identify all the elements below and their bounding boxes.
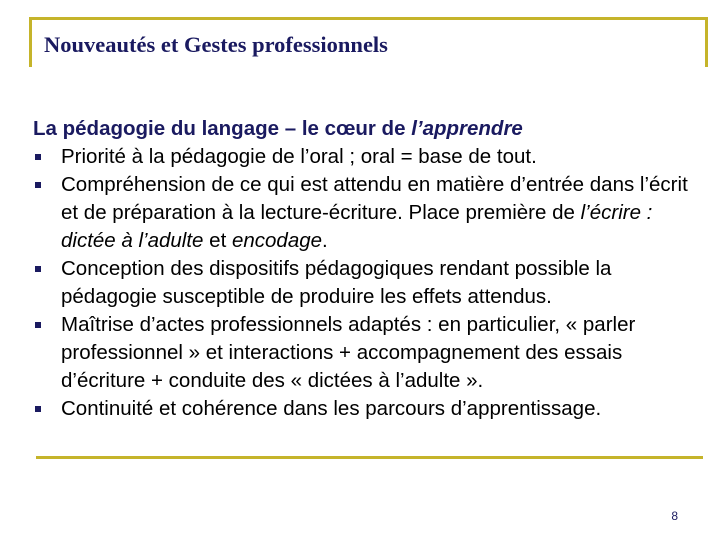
square-bullet-icon (35, 406, 41, 412)
bullet-italic-text: l’écrire : dictée à l’adulte (61, 201, 653, 252)
square-bullet-icon (35, 154, 41, 160)
subtitle-italic-text: l’apprendre (411, 117, 523, 140)
bullet-text: Priorité à la pédagogie de l’oral ; oral = base de tout. (61, 145, 537, 168)
bullet-text: Conception des dispositifs pédagogiques rendant possible la pédagogie susceptible de produire les effets attendus. (61, 257, 612, 308)
bottom-divider (36, 456, 703, 459)
bullet-item (33, 395, 703, 423)
bullet-text: Continuité et cohérence dans les parcours d’apprentissage. (61, 397, 602, 420)
bullet-italic-text: encodage (231, 229, 323, 252)
bullet-item (33, 171, 703, 255)
bullet-text: Maîtrise d’actes professionnels adaptés : en particulier, « parler professionnel » et interactions + accompagnement des essais d’écriture + conduite des « dictées à l’adulte ». (61, 313, 636, 392)
square-bullet-icon (35, 182, 41, 188)
bullet-text: Compréhension de ce qui est attendu en matière d’entrée dans l’écrit et de préparation à la lecture-écriture. Place première de (61, 173, 688, 224)
slide-title: Nouveautés et Gestes professionnels (44, 32, 388, 57)
square-bullet-icon (35, 266, 41, 272)
slide-subtitle (33, 115, 703, 143)
page-number: 8 (671, 509, 678, 523)
subtitle-normal-text: La pédagogie du langage – le cœur de (33, 117, 412, 140)
square-bullet-icon (35, 322, 41, 328)
bullet-text: et (203, 229, 232, 252)
slide-content (33, 115, 703, 423)
bullet-item (33, 255, 703, 311)
bullet-text: . (322, 229, 328, 252)
bullet-item (33, 143, 703, 171)
bullet-list (33, 143, 703, 423)
bullet-item (33, 311, 703, 395)
